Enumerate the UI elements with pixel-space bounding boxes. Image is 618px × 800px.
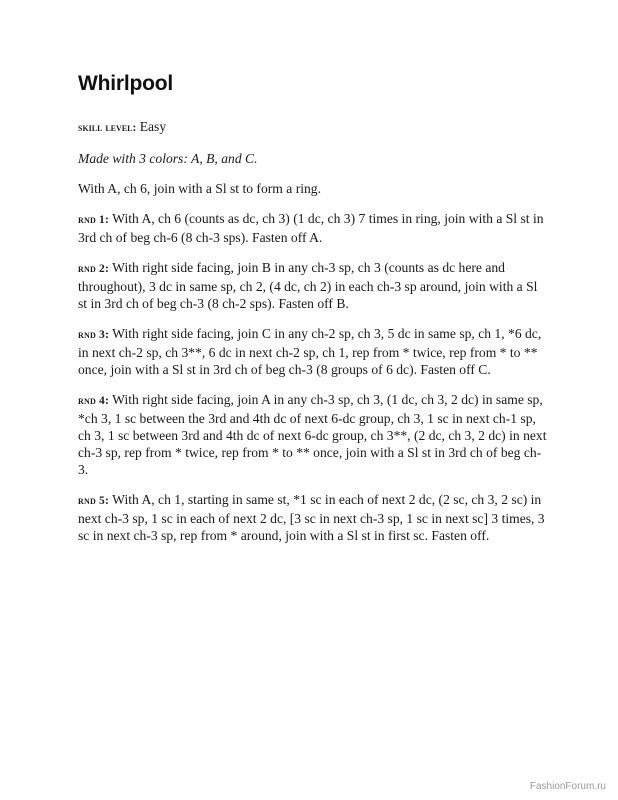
round-label: rnd 1: — [78, 214, 109, 226]
round-5 — [78, 491, 548, 544]
round-text: With right side facing, join B in any ch-3 sp, ch 3 (counts as dc here and throughout), 3 dc in same sp, ch 2, (4 dc, ch 2) in each ch-3 sp around, join with a Sl st in 3rd ch of beg ch-3 (8 ch-2 sps). Fasten off B. — [78, 260, 538, 311]
round-label: rnd 2: — [78, 263, 109, 275]
round-label: rnd 5: — [78, 495, 109, 507]
pattern-body — [78, 118, 548, 557]
skill-level-label: skill level: — [78, 122, 137, 134]
round-label: rnd 3: — [78, 329, 109, 341]
round-text: With A, ch 1, starting in same st, *1 sc in each of next 2 dc, (2 sc, ch 3, 2 sc) in next ch-3 sp, 1 sc in each of next 2 dc, [3 sc in next ch-3 sp, 1 sc in next sc] 3 times, 3 sc in next ch-3 sp, rep from * around, join with a Sl st in first sc. Fasten off. — [78, 492, 545, 543]
round-2 — [78, 259, 548, 312]
round-1 — [78, 210, 548, 246]
page-title: Whirlpool — [78, 72, 174, 95]
round-3 — [78, 325, 548, 378]
round-text: With right side facing, join C in any ch-2 sp, ch 3, 5 dc in same sp, ch 1, *6 dc, in next ch-2 sp, ch 3**, 6 dc in next ch-2 sp, ch 1, rep from * twice, rep from * to ** once, join with a Sl st in 3rd ch of beg ch-3 (8 groups of 6 dc). Fasten off C. — [78, 326, 542, 377]
round-4 — [78, 391, 548, 478]
skill-level-value: Easy — [139, 119, 167, 134]
watermark: FashionForum.ru — [529, 781, 606, 792]
round-label: rnd 4: — [78, 395, 109, 407]
round-text: With A, ch 6 (counts as dc, ch 3) (1 dc, ch 3) 7 times in ring, join with a Sl st in 3rd ch of beg ch-6 (8 ch-3 sps). Fasten off A. — [78, 211, 544, 245]
skill-level — [78, 118, 548, 137]
intro-instruction: With A, ch 6, join with a Sl st to form a ring. — [78, 181, 321, 196]
colors-note: Made with 3 colors: A, B, and C. — [78, 151, 258, 166]
round-text: With right side facing, join A in any ch-3 sp, ch 3, (1 dc, ch 3, 2 dc) in same sp, *ch 3, 1 sc between the 3rd and 4th dc of next 6-dc group, ch 3, 1 sc in next ch-1 sp, ch 3, 1 sc between 3rd and 4th dc of next 6-dc group, ch 3**, (2 dc, ch 3, 2 dc) in next ch-3 sp, rep from * twice, rep from * to ** once, join with a Sl st in 3rd ch of beg ch-3. — [78, 392, 547, 477]
